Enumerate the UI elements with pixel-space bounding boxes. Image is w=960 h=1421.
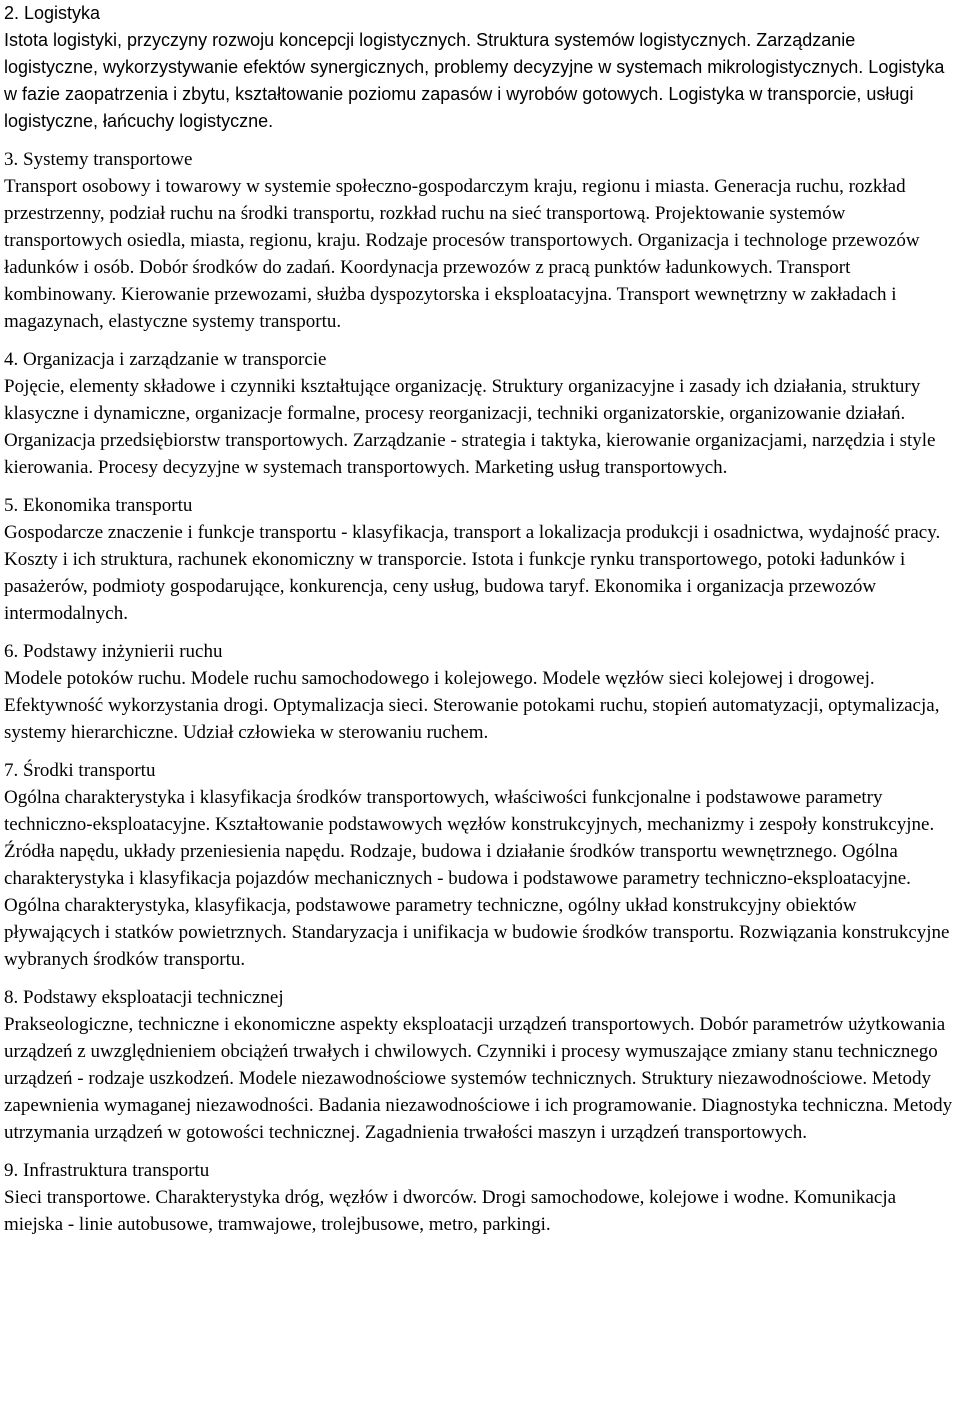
section-title: 2. Logistyka: [4, 3, 101, 23]
section-title: 7. Środki transportu: [4, 760, 156, 781]
section-srodki-transportu: [4, 757, 954, 973]
document-page: [4, 0, 954, 1249]
section-title: 5. Ekonomika transportu: [4, 495, 193, 516]
section-systemy-transportowe: [4, 146, 954, 335]
section-infrastruktura-transportu: [4, 1157, 954, 1238]
section-body: Ogólna charakterystyka i klasyfikacja środków transportowych, właściwości funkcjonalne i podstawowe parametry techniczno-eksploatacyjne. Kształtowanie podstawowych węzłów konstrukcyjnych, mechanizmy i zespoły konstrukcyjne. Źródła napędu, układy przeniesienia napędu. Rodzaje, budowa i działanie środków transportu wewnętrznego. Ogólna charakterystyka i klasyfikacja pojazdów mechanicznych - budowa i podstawowe parametry techniczno-eksploatacyjne. Ogólna charakterystyka, klasyfikacja, podstawowe parametry techniczne, ogólny układ konstrukcyjny obiektów pływających i statków powietrznych. Standaryzacja i unifikacja w budowie środków transportu. Rozwiązania konstrukcyjne wybranych środków transportu.: [4, 787, 950, 970]
section-body: Transport osobowy i towarowy w systemie społeczno-gospodarczym kraju, regionu i miasta. Generacja ruchu, rozkład przestrzenny, podział ruchu na środki transportu, rozkład ruchu na sieć transportową. Projektowanie systemów transportowych osiedla, miasta, regionu, kraju. Rodzaje procesów transportowych. Organizacja i technologe przewozów ładunków i osób. Dobór środków do zadań. Koordynacja przewozów z pracą punktów ładunkowych. Transport kombinowany. Kierowanie przewozami, służba dyspozytorska i eksploatacyjna. Transport wewnętrzny w zakładach i magazynach, elastyczne systemy transportu.: [4, 176, 920, 332]
section-body: Modele potoków ruchu. Modele ruchu samochodowego i kolejowego. Modele węzłów sieci kolejowej i drogowej. Efektywność wykorzystania drogi. Optymalizacja sieci. Sterowanie potokami ruchu, stopień automatyzacji, optymalizacja, systemy hierarchiczne. Udział człowieka w sterowaniu ruchem.: [4, 668, 940, 743]
section-body: Gospodarcze znaczenie i funkcje transportu - klasyfikacja, transport a lokalizacja produkcji i osadnictwa, wydajność pracy. Koszty i ich struktura, rachunek ekonomiczny w transporcie. Istota i funkcje rynku transportowego, potoki ładunków i pasażerów, podmioty gospodarujące, konkurencja, ceny usług, budowa taryf. Ekonomika i organizacja przewozów intermodalnych.: [4, 522, 941, 624]
section-body: Pojęcie, elementy składowe i czynniki kształtujące organizację. Struktury organizacyjne i zasady ich działania, struktury klasyczne i dynamiczne, organizacje formalne, procesy reorganizacji, techniki organizatorskie, organizowanie działań. Organizacja przedsiębiorstw transportowych. Zarządzanie - strategia i taktyka, kierowanie organizacjami, narzędzia i style kierowania. Procesy decyzyjne w systemach transportowych. Marketing usług transportowych.: [4, 376, 936, 478]
section-body: Istota logistyki, przyczyny rozwoju koncepcji logistycznych. Struktura systemów logistycznych. Zarządzanie logistyczne, wykorzystywanie efektów synergicznych, problemy decyzyjne w systemach mikrologistycznych. Logistyka w fazie zaopatrzenia i zbytu, kształtowanie poziomu zapasów i wyrobów gotowych. Logistyka w transporcie, usługi logistyczne, łańcuchy logistyczne.: [4, 30, 945, 131]
section-organizacja-i-zarzadzanie: [4, 346, 954, 481]
section-body: Prakseologiczne, techniczne i ekonomiczne aspekty eksploatacji urządzeń transportowych. Dobór parametrów użytkowania urządzeń z uwzględnieniem obciążeń trwałych i chwilowych. Czynniki i procesy wymuszające zmiany stanu technicznego urządzeń - rodzaje uszkodzeń. Modele niezawodnościowe systemów technicznych. Struktury niezawodnościowe. Metody zapewnienia wymaganej niezawodności. Badania niezawodnościowe i ich programowanie. Diagnostyka techniczna. Metody utrzymania urządzeń w gotowości technicznej. Zagadnienia trwałości maszyn i urządzeń transportowych.: [4, 1014, 953, 1143]
section-body: Sieci transportowe. Charakterystyka dróg, węzłów i dworców. Drogi samochodowe, kolejowe i wodne. Komunikacja miejska - linie autobusowe, tramwajowe, trolejbusowe, metro, parkingi.: [4, 1187, 897, 1235]
section-title: 9. Infrastruktura transportu: [4, 1160, 210, 1181]
section-inzynieria-ruchu: [4, 638, 954, 746]
section-title: 6. Podstawy inżynierii ruchu: [4, 641, 223, 662]
section-title: 3. Systemy transportowe: [4, 149, 193, 170]
section-logistyka: [4, 0, 954, 135]
section-title: 4. Organizacja i zarządzanie w transporcie: [4, 349, 327, 370]
section-ekonomika-transportu: [4, 492, 954, 627]
section-title: 8. Podstawy eksploatacji technicznej: [4, 987, 284, 1008]
section-eksploatacja-techniczna: [4, 984, 954, 1146]
